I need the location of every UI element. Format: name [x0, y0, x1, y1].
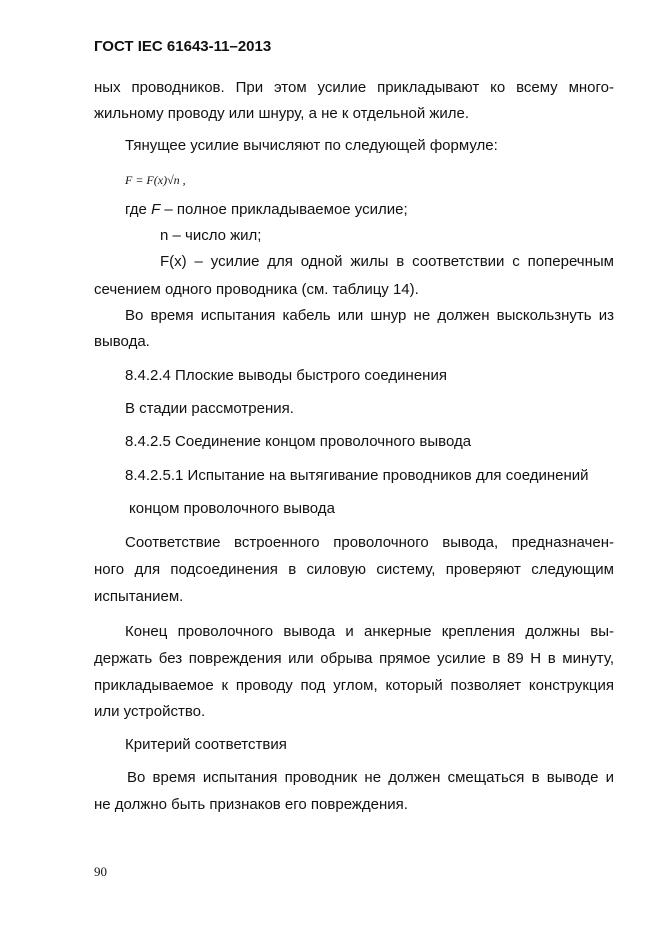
text-line: жильному проводу или шнуру, а не к отдельной жиле. — [94, 105, 470, 122]
definition-text: – полное прикладываемое усилие; — [160, 201, 408, 218]
text-line: или устройство. — [94, 703, 206, 720]
formula: F = F(x)√n , — [125, 173, 186, 187]
page-number: 90 — [94, 864, 107, 879]
text-line: Конец проволочного вывода и анкерные крепления должны вы- — [125, 623, 614, 640]
section-heading: 8.4.2.5 Соединение концом проволочного вывода — [125, 433, 472, 450]
section-heading: 8.4.2.4 Плоские выводы быстрого соединения — [125, 367, 447, 384]
section-heading: 8.4.2.5.1 Испытание на вытягивание проводников для соединений — [125, 467, 589, 484]
text-line: испытанием. — [94, 588, 184, 605]
text-line: F(x) – усилие для одной жилы в соответствии с поперечным — [160, 253, 614, 270]
text-line: Во время испытания проводник не должен смещаться в выводе и — [127, 769, 614, 786]
text-line: В стадии рассмотрения. — [125, 400, 294, 417]
text-line: сечением одного проводника (см. таблицу 14). — [94, 281, 419, 298]
definition-prefix: где — [125, 201, 147, 218]
variable-f: F — [151, 201, 161, 218]
text-line: вывода. — [94, 333, 150, 350]
text-line: Во время испытания кабель или шнур не должен выскользнуть из — [125, 307, 614, 324]
document-header: ГОСТ IEC 61643-11–2013 — [94, 38, 272, 55]
text-line: прикладываемое к проводу под углом, который позволяет конструкция — [94, 677, 614, 694]
definition-n: n – число жил; — [160, 227, 262, 244]
text-line: не должно быть признаков его повреждения. — [94, 796, 408, 813]
text-line: ных проводников. При этом усилие прикладывают ко всему много- — [94, 79, 614, 96]
text-line: Тянущее усилие вычисляют по следующей формуле: — [125, 137, 498, 154]
text-line: ного для подсоединения в силовую систему, проверяют следующим — [94, 561, 614, 578]
section-heading: концом проволочного вывода — [129, 500, 335, 517]
text-line: держать без повреждения или обрыва прямое усилие в 89 Н в минуту, — [94, 650, 614, 667]
text-line: Критерий соответствия — [125, 736, 287, 753]
text-line: Соответствие встроенного проволочного вывода, предназначен- — [125, 534, 614, 551]
definition-f — [125, 200, 408, 220]
